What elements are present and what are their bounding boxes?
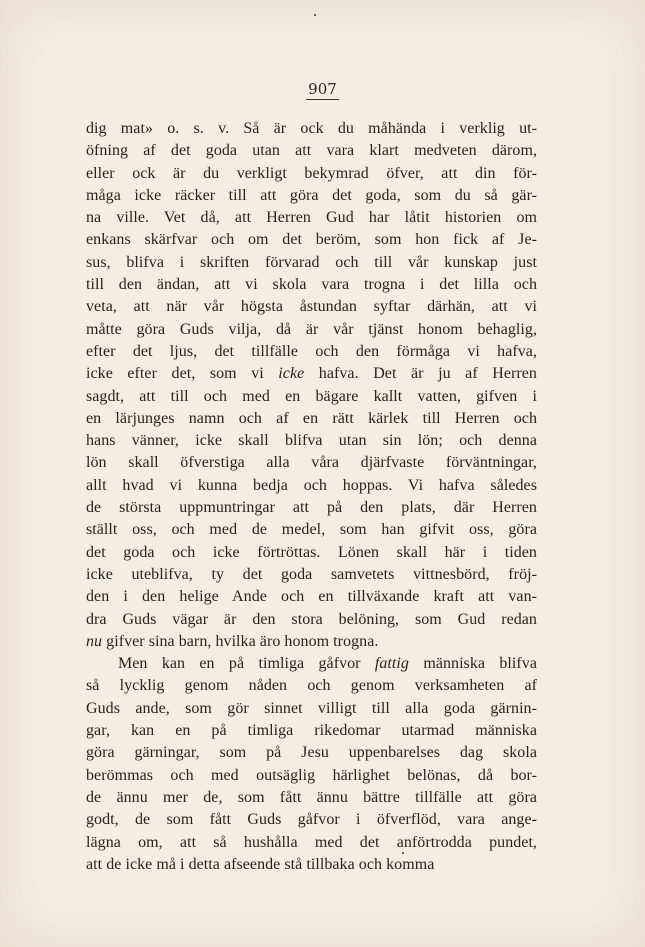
text-line [86, 452, 537, 474]
text-line [86, 118, 537, 140]
text-line [86, 675, 537, 697]
text-run: dra Guds vägar är den stora belöning, som Gud redan [86, 610, 537, 628]
text-line [86, 609, 537, 631]
page-number [0, 80, 645, 100]
text-run: lägna om, att så hushålla med det anförtrodda pundet, [86, 833, 537, 851]
text-run: hans vänner, icke skall blifva utan sin lön; och denna [86, 432, 537, 450]
text-run: efter det ljus, det tillfälle och den förmåga vi hafva, [86, 342, 537, 360]
page-number-text: 907 [308, 80, 337, 98]
paper-speck [402, 852, 404, 854]
text-run: icke uteblifva, ty det goda samvetets vittnesbörd, fröj- [86, 565, 537, 583]
text-run: de ännu mer de, som fått ännu bättre tillfälle att göra [86, 788, 537, 806]
text-run: måga icke räcker till att göra det goda, som du så gär- [86, 186, 537, 204]
text-run: godt, de som fått Guds gåfvor i öfverflöd, vara ange- [86, 811, 537, 829]
text-run: människa blifva [408, 655, 537, 673]
emphasis-word: nu [86, 632, 103, 650]
text-line [86, 163, 537, 185]
text-line [86, 140, 537, 162]
text-run: Guds ande, som gör sinnet villigt till alla goda gärnin- [86, 699, 537, 717]
text-line [86, 185, 537, 207]
text-line [86, 542, 537, 564]
text-run: Men kan en på timliga gåfvor [118, 655, 375, 673]
text-line [86, 341, 537, 363]
text-line [86, 430, 537, 452]
text-run: na ville. Vet då, att Herren Gud har låtit historien om [86, 209, 537, 227]
text-run: veta, att när vår högsta åstundan syftar därhän, att vi [86, 298, 537, 316]
text-run: icke efter det, som vi [86, 365, 279, 383]
text-line [86, 832, 537, 854]
text-run: dig mat» o. s. v. Så är ock du måhända i verklig ut- [86, 120, 537, 137]
text-line [86, 475, 537, 497]
text-run: de största uppmuntringar att på den plats, där Herren [86, 499, 537, 517]
body-text [86, 118, 537, 876]
text-line [86, 586, 537, 608]
text-line [86, 252, 537, 274]
text-line [86, 319, 537, 341]
text-run: en lärjunges namn och af en rätt kärlek till Herren och [86, 409, 537, 427]
text-line [86, 653, 537, 675]
text-run: öfning af det goda utan att vara klart medveten därom, [86, 142, 537, 160]
text-run: berömmas och med outsäglig härlighet belönas, då bor- [86, 766, 537, 784]
text-run: sagdt, att till och med en bägare kallt vatten, gifven i [86, 387, 537, 405]
text-run: lön skall öfverstiga alla våra djärfvaste förväntningar, [86, 454, 537, 472]
text-line [86, 742, 537, 764]
text-line [86, 631, 537, 653]
text-line [86, 363, 537, 385]
emphasis-word: icke [278, 365, 305, 383]
text-run: ställt oss, och med de medel, som han gifvit oss, göra [86, 521, 537, 539]
text-line [86, 207, 537, 229]
text-run: gar, kan en på timliga rikedomar utarmad människa [86, 722, 537, 740]
text-line [86, 296, 537, 318]
text-line [86, 698, 537, 720]
text-line [86, 274, 537, 296]
text-line [86, 765, 537, 787]
text-line [86, 787, 537, 809]
text-line [86, 720, 537, 742]
text-run: eller ock är du verkligt bekymrad öfver, att din för- [86, 164, 537, 182]
text-line [86, 854, 537, 876]
text-run: hafva. Det är ju af Herren [304, 365, 537, 383]
text-run: sus, blifva i skriften förvarad och till vår kunskap just [86, 253, 537, 271]
text-line [86, 497, 537, 519]
paper-speck [314, 14, 316, 16]
text-line [86, 809, 537, 831]
text-run: måtte göra Guds vilja, då är vår tjänst honom behaglig, [86, 320, 537, 338]
text-run: det goda och icke förtröttas. Lönen skall här i tiden [86, 543, 537, 561]
text-line [86, 386, 537, 408]
text-run: enkans skärfvar och om det beröm, som hon fick af Je- [86, 231, 537, 249]
text-line [86, 408, 537, 430]
text-line [86, 564, 537, 586]
text-run: så lycklig genom nåden och genom verksamheten af [86, 677, 537, 695]
text-run: att de icke må i detta afseende stå tillbaka och komma [86, 855, 435, 873]
text-run: allt hvad vi kunna bedja och hoppas. Vi hafva således [86, 476, 537, 494]
emphasis-word: fattig [374, 655, 409, 673]
text-run: göra gärningar, som på Jesu uppenbarelses dag skola [86, 744, 537, 762]
text-run: till den ändan, att vi skola vara trogna i det lilla och [86, 276, 537, 294]
text-run: gifver sina barn, hvilka äro honom trogna. [102, 632, 379, 650]
text-run: den i den helige Ande och en tillväxande kraft att van- [86, 588, 537, 606]
text-line [86, 229, 537, 251]
text-line [86, 519, 537, 541]
